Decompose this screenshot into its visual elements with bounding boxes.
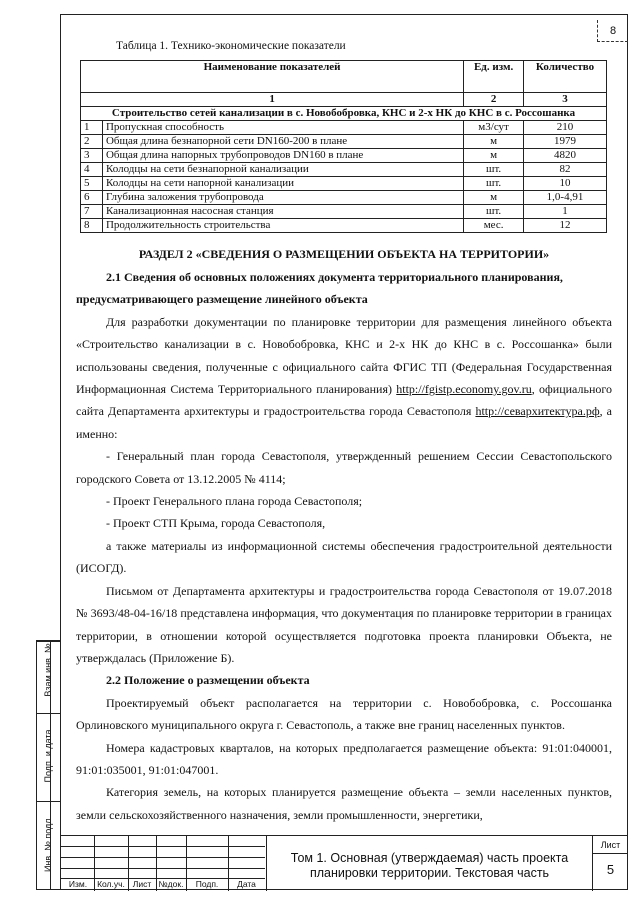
header-unit: Ед. изм. bbox=[464, 61, 524, 93]
row-number: 3 bbox=[81, 149, 103, 163]
tb-label-kol: Кол.уч. bbox=[97, 879, 125, 889]
row-number: 7 bbox=[81, 205, 103, 219]
header-name: Наименование показателей bbox=[81, 61, 464, 93]
paragraph-2: Письмом от Департамента архитектуры и градостроительства города Севастополя от 19.07.2018 № 3693/48-04-16/18 представлена информация, что документация по планировке территории в границах территории, в отношении которой осуществляется подготовка проекта планировки Объекта, не утверждалась (Приложение Б). bbox=[76, 583, 612, 665]
row-qty: 4820 bbox=[524, 149, 607, 163]
side-label-podp: Подп. и дата bbox=[43, 729, 53, 783]
table-row bbox=[81, 177, 607, 191]
row-name: Общая длина безнапорной сети DN160-200 в плане bbox=[102, 135, 463, 149]
section-title: РАЗДЕЛ 2 «СВЕДЕНИЯ О РАЗМЕЩЕНИИ ОБЪЕКТА НА ТЕРРИТОРИИ» bbox=[138, 247, 550, 261]
row-number: 4 bbox=[81, 163, 103, 177]
row-name: Колодцы на сети безнапорной канализации bbox=[102, 163, 463, 177]
table-caption: Таблица 1. Технико-экономические показатели bbox=[116, 40, 346, 52]
row-qty: 82 bbox=[524, 163, 607, 177]
row-qty: 1 bbox=[524, 205, 607, 219]
row-unit: м bbox=[464, 149, 524, 163]
subsection-2-2: 2.2 Положение о размещении объекта bbox=[106, 673, 310, 688]
row-name: Пропускная способность bbox=[102, 121, 463, 135]
sheet-label: Лист bbox=[593, 836, 628, 854]
row-unit: м bbox=[464, 191, 524, 205]
paragraph-3: Проектируемый объект располагается на территории с. Новобобровка, с. Россошанка Орлиновского муниципального округа г. Севастополь, а также вне границ населенных пунктов. bbox=[76, 695, 612, 733]
paragraph-1: Для разработки документации по планировке территории для размещения линейного объекта «Строительство канализации в с. Новобобровка, КНС и 2-х НК до КНС в с. Россошанка» были использованы сведения, полученные с официального сайта ФГИС ТП (Федеральная Государственная Информационная Система Территориального планирования) http://fgistp.economy.gov.ru, официального сайта Департамента архитектуры и градостроительства города Севастополя http://севархитектура.рф, а именно: bbox=[76, 314, 613, 441]
row-name: Глубина заложения трубопровода bbox=[102, 191, 463, 205]
paragraph-5: Категория земель, на которых планируется размещение объекта – земли населенных пунктов, земли сельскохозяйственного назначения, земли промышленности, энергетики, bbox=[76, 785, 612, 822]
table-row bbox=[81, 135, 607, 149]
sheet-number: 8 bbox=[597, 20, 628, 42]
index-row: 1 2 3 bbox=[81, 93, 607, 107]
tb-label-data: Дата bbox=[237, 879, 256, 889]
row-qty: 1,0-4,91 bbox=[524, 191, 607, 205]
row-number: 6 bbox=[81, 191, 103, 205]
row-name: Общая длина напорных трубопроводов DN160 в плане bbox=[102, 149, 463, 163]
row-unit: шт. bbox=[464, 177, 524, 191]
table-row bbox=[81, 205, 607, 219]
side-label-inv: Инв. № подл. bbox=[43, 815, 53, 873]
row-name: Продолжительность строительства bbox=[102, 219, 463, 233]
tech-table bbox=[80, 60, 607, 233]
tb-label-izm: Изм. bbox=[68, 879, 88, 889]
list-item: - Проект Генерального плана города Севастополя; bbox=[106, 494, 363, 509]
table-row bbox=[81, 163, 607, 177]
table-row bbox=[81, 219, 607, 233]
subsection-2-1: 2.1 Сведения об основных положениях документа территориального планирования, предусматривающего размещение линейного объекта bbox=[76, 270, 563, 307]
table-row bbox=[81, 191, 607, 205]
tb-label-podp: Подп. bbox=[195, 879, 219, 889]
row-number: 5 bbox=[81, 177, 103, 191]
row-unit: шт. bbox=[464, 163, 524, 177]
table-body bbox=[81, 121, 607, 233]
sevarch-link[interactable]: http://севархитектура.рф bbox=[475, 404, 600, 419]
row-qty: 210 bbox=[524, 121, 607, 135]
row-unit: м3/сут bbox=[464, 121, 524, 135]
title-block bbox=[60, 835, 628, 890]
row-qty: 1979 bbox=[524, 135, 607, 149]
tb-label-ndok: №док. bbox=[158, 879, 184, 889]
row-qty: 12 bbox=[524, 219, 607, 233]
fgistp-link[interactable]: http://fgistp.economy.gov.ru bbox=[396, 382, 532, 397]
table-row bbox=[81, 121, 607, 135]
row-unit: шт. bbox=[464, 205, 524, 219]
list-item: - Проект СТП Крыма, города Севастополя, bbox=[106, 516, 326, 531]
table-section: Строительство сетей канализации в с. Новобобровка, КНС и 2-х НК до КНС в с. Россошанка bbox=[81, 107, 607, 121]
tb-label-list: Лист bbox=[132, 879, 152, 889]
row-qty: 10 bbox=[524, 177, 607, 191]
row-unit: м bbox=[464, 135, 524, 149]
header-qty: Количество bbox=[524, 61, 607, 93]
row-unit: мес. bbox=[464, 219, 524, 233]
paragraph-4: Номера кадастровых кварталов, на которых предполагается размещение объекта: 91:01:040001, 91:01:035001, 91:01:047001. bbox=[76, 740, 612, 777]
side-label-vzam: Взам.инв. № bbox=[43, 643, 53, 697]
document-title: Том 1. Основная (утверждаемая) часть проекта планировки территории. Текстовая часть bbox=[266, 836, 593, 891]
row-number: 8 bbox=[81, 219, 103, 233]
row-name: Канализационная насосная станция bbox=[102, 205, 463, 219]
list-item: а также материалы из информационной системы обеспечения градостроительной деятельности (ИСОГД). bbox=[76, 538, 612, 576]
sheet-page-number: 5 bbox=[606, 862, 615, 877]
row-number: 1 bbox=[81, 121, 103, 135]
row-number: 2 bbox=[81, 135, 103, 149]
row-name: Колодцы на сети напорной канализации bbox=[102, 177, 463, 191]
table-row bbox=[81, 149, 607, 163]
page-content bbox=[76, 40, 612, 826]
list-item: - Генеральный план города Севастополя, утвержденный решением Сессии Севастопольского городского Совета от 13.12.2005 № 4114; bbox=[76, 449, 612, 486]
sheet-box bbox=[593, 836, 628, 891]
